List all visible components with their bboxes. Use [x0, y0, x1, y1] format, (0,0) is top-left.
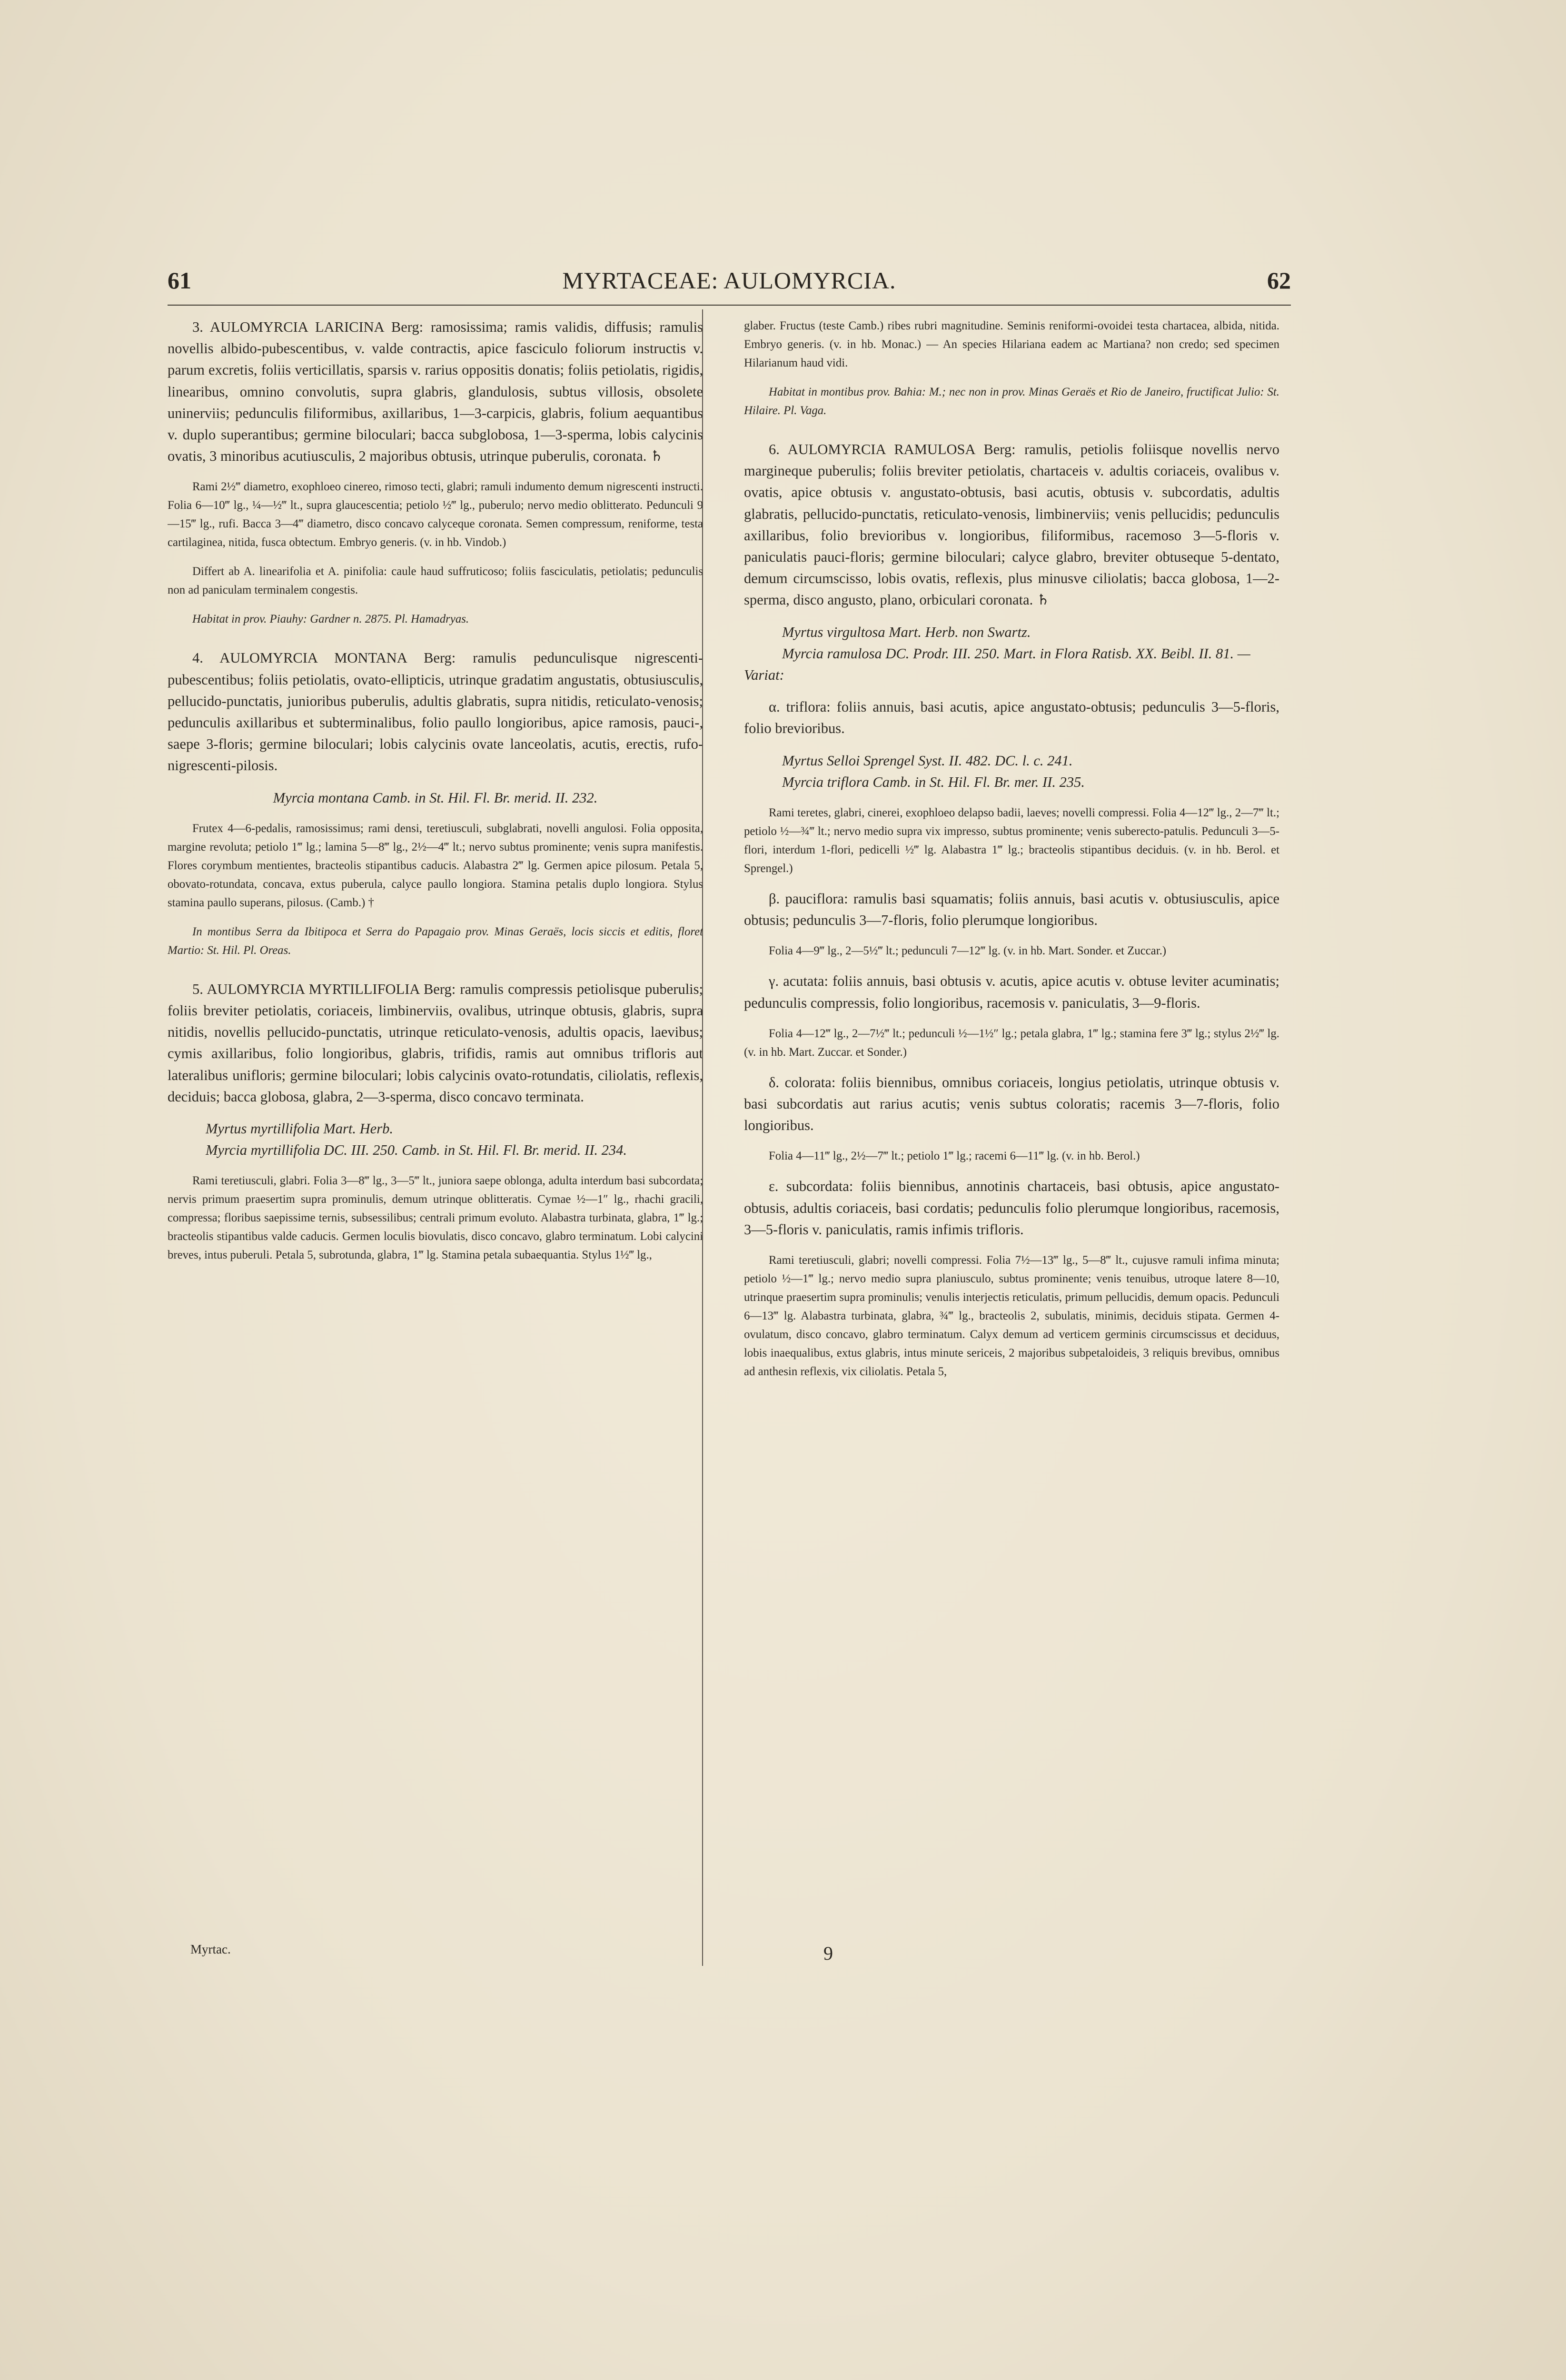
right-column-paragraph: γ. acutata: foliis annuis, basi obtusis v. acutis, apice acutis v. obtuse leviter acuminatis; pedunculis compressis, folio longioribus, racemosis v. paniculatis, 3—9-floris. [744, 973, 1279, 1011]
left-column-paragraph: Differt ab A. linearifolia et A. pinifolia: caule haud suffruticoso; foliis fasciculatis, petiolatis; pedunculis non ad paniculam terminalem congestis. [168, 565, 703, 597]
left-column-paragraph: 3. AULOMYRCIA LARICINA Berg: ramosissima; ramis validis, diffusis; ramulis novellis albido-pubescentibus, v. valde contractis, apice fasciculo foliorum instructis v. parum excretis, foliis verticillatis, sparsis v. rarius oppositis donatis; foliis petiolatis, rigidis, linearibus, omnino convolutis, supra glabris, glandulosis, subtus villosis, obsolete uninerviis; pedunculis filiformibus, axillaribus, 1—3-carpicis, glabris, folium aequantibus v. duplo superantibus; germine biloculari; bacca subglobosa, 1—3-sperma, lobis calycinis ovatis, 3 minoribus acutiusculis, 2 majoribus obtusis, utrinque puberulis, coronata. ♄ [168, 319, 703, 465]
left-column-paragraph: Rami teretiusculi, glabri. Folia 3—8‴ lg., 3—5‴ lt., juniora saepe oblonga, adulta interdum basi subcordata; nervis primum praesertim supra prominulis, demum utrinque oblitteratis. Cymae ½—1″ lg., rhachi gracili, compressa; floribus saepissime ternis, subsessilibus; centrali primum evoluto. Alabastra turbinata, glabra, 1‴ lg.; bracteolis stipantibus valde caducis. Germen loculis biovulatis, disco concavo, glabro terminatum. Lobi calycini breves, intus puberuli. Petala 5, subrotunda, glabra, 1‴ lg. Stamina petala subaequantia. Stylus 1½‴ lg., [168, 1174, 703, 1262]
right-column-paragraph: Habitat in montibus prov. Bahia: M.; nec non in prov. Minas Geraës et Rio de Janeiro, fructificat Julio: St. Hilaire. Pl. Vaga. [744, 386, 1279, 417]
synonym-line: Myrcia myrtillifolia DC. III. 250. Camb. in St. Hil. Fl. Br. merid. II. 234. [206, 1142, 627, 1159]
right-column-paragraph: Folia 4—12‴ lg., 2—7½‴ lt.; pedunculi ½—1½″ lg.; petala glabra, 1‴ lg.; stamina fere 3‴ lg.; stylus 2½‴ lg. (v. in hb. Mart. Zuccar. et Sonder.) [744, 1027, 1279, 1059]
right-column-paragraph: 6. AULOMYRCIA RAMULOSA Berg: ramulis, petiolis foliisque novellis nervo margineque puberulis; foliis breviter petiolatis, chartaceis v. adultis coriaceis, ovalibus v. ovatis, apice obtusis v. angustato-obtusis, basi acutis, obtusis v. subcordatis, adultis glabratis, pellucido-punctatis, reticulato-venosis, limbinerviis; venis pellucidis; pedunculis axillaribus, folio brevioribus v. longioribus, filiformibus, racemoso 3—5-floris v. paniculatis pauci-floris; germine biloculari; calyce glabro, breviter obtuseque 5-dentato, demum circumscisso, lobis ovatis, reflexis, plus minusve ciliolatis; bacca globosa, 1—2-sperma, disco angusto, plano, orbiculari coronata. ♄ [744, 441, 1279, 608]
right-column-paragraph: Folia 4—11‴ lg., 2½—7‴ lt.; petiolo 1‴ lg.; racemi 6—11‴ lg. (v. in hb. Berol.) [769, 1150, 1140, 1163]
right-column-paragraph: Rami teretiusculi, glabri; novelli compressi. Folia 7½—13‴ lg., 5—8‴ lt., cujusve ramuli infima minuta; petiolo ½—1‴ lg.; nervo medio supra planiusculo, subtus prominente; venis tenuibus, utroque latere 8—10, utrinque praesertim supra prominulis; venulis interjectis reticulatis, primum pellucidis, demum opacis. Pedunculi 6—13‴ lg. Alabastra turbinata, glabra, ¾‴ lg., bracteolis 2, subulatis, minimis, deciduis stipata. Germen 4-ovulatum, disco concavo, glabro terminatum. Calyx demum ad verticem germinis circumscissus et deciduus, lobis inaequalibus, extus glabris, intus minute sericeis, 2 majoribus subpetaloideis, 3 reliquis brevibus, omnibus ad anthesin reflexis, vix ciliolatis. Petala 5, [744, 1254, 1279, 1378]
synonym-block [168, 1118, 703, 1161]
signature-mark: Myrtac. [190, 1942, 231, 1956]
left-column-paragraph: Frutex 4—6-pedalis, ramosissimus; rami densi, teretiusculi, subglabrati, novelli angulosi. Folia opposita, margine revoluta; petiolo 1‴ lg.; lamina 5—8‴ lg., 2½—4‴ lt.; nervo subtus prominente; venis supra manifestis. Flores corymbum mentientes, bracteolis stipantibus caducis. Alabastra 2‴ lg. Germen apice pilosum. Petala 5, obovato-rotundata, concava, extus puberula, calyce paullo longiora. Stamina petalis duplo longiora. Stylus stamina paullo superans, pilosus. (Camb.) † [168, 822, 703, 909]
running-title: MYRTACEAE: AULOMYRCIA. [562, 267, 896, 294]
left-column-paragraph: Myrcia montana Camb. in St. Hil. Fl. Br. merid. II. 232. [273, 789, 598, 806]
right-column-paragraph: β. pauciflora: ramulis basi squamatis; foliis annuis, basi acutis v. obtusiusculis, apice obtusis; pedunculis 3—7-floris, folio plerumque longioribus. [744, 891, 1279, 929]
left-column [168, 317, 703, 2316]
right-column [744, 317, 1279, 2316]
page-number-right: 62 [1267, 267, 1291, 294]
synonym-block [744, 622, 1279, 686]
left-column-paragraph: 5. AULOMYRCIA MYRTILLIFOLIA Berg: ramulis compressis petiolisque puberulis; foliis breviter petiolatis, coriaceis, limbinerviis, ovalibus, utrinque obtusis, glabris, supra nitidis, novellis pellucido-punctatis, utrinque reticulato-venosis, adultis opacis, laevibus; cymis axillaribus, folio longioribus, glabris, trifidis, ramis aut omnibus trifloris aut lateralibus unifloris; germine biloculari; lobis calycinis ovato-rotundatis, ciliolatis, reflexis, deciduis; bacca globosa, glabra, 2—3-sperma, disco concavo terminata. [168, 981, 703, 1105]
right-column-paragraph: δ. colorata: foliis biennibus, omnibus coriaceis, longius petiolatis, utrinque obtusis v. basi subcordatis aut rarius acutis; venis subtus coloratis; racemis 3—7-floris, folio longioribus. [744, 1074, 1279, 1134]
left-column-paragraph: In montibus Serra da Ibitipoca et Serra do Papagaio prov. Minas Geraës, locis siccis et editis, floret Martio: St. Hil. Pl. Oreas. [168, 925, 703, 957]
synonym-block [744, 750, 1279, 793]
right-column-paragraph: Folia 4—9‴ lg., 2—5½‴ lt.; pedunculi 7—12‴ lg. (v. in hb. Mart. Sonder. et Zuccar.) [769, 944, 1167, 958]
column-divider [702, 309, 703, 1966]
right-column-paragraph: Rami teretes, glabri, cinerei, exophloeo delapso badii, laeves; novelli compressi. Folia 4—12‴ lg., 2—7‴ lt.; petiolo ½—¾‴ lt.; nervo medio supra vix impresso, subtus prominente; venis suberecto-patulis. Pedunculi 3—5-flori, interdum 1-flori, pedicelli ½‴ lg. Alabastra 1‴ lg.; bracteolis stipantibus deciduis. (v. in hb. Berol. et Sprengel.) [744, 806, 1279, 875]
page-number-left: 61 [168, 267, 191, 294]
page-header [168, 267, 1291, 309]
synonym-line: Myrtus myrtillifolia Mart. Herb. [206, 1121, 393, 1137]
right-column-paragraph: α. triflora: foliis annuis, basi acutis, apice angustato-obtusis; pedunculis 3—5-floris, folio brevioribus. [744, 699, 1279, 737]
left-column-paragraph: Rami 2½‴ diametro, exophloeo cinereo, rimoso tecti, glabri; ramuli indumento demum nigrescenti instructi. Folia 6—10‴ lg., ¼—½‴ lt., supra glaucescentia; petiolo ½‴ lg., puberulo; nervo medio oblitterato. Pedunculi 9—15‴ lg., rufi. Bacca 3—4‴ diametro, disco concavo calyceque coronata. Semen compressum, reniforme, testa cartilaginea, nitida, fusca obtectum. Embryo generis. (v. in hb. Vindob.) [168, 480, 703, 549]
right-column-paragraph: glaber. Fructus (teste Camb.) ribes rubri magnitudine. Seminis reniformi-ovoidei testa chartacea, albida, nitida. Embryo generis. (v. in hb. Monac.) — An species Hilariana eadem ac Martiana? non credo; sed specimen Hilarianum haud vidi. [744, 319, 1279, 369]
synonym-line: Myrtus Selloi Sprengel Syst. II. 482. DC. l. c. 241. [782, 752, 1073, 769]
right-column-paragraph: ε. subcordata: foliis biennibus, annotinis chartaceis, basi obtusis, apice angustato-obtusis, adultis coriaceis, basi cordatis; pedunculis folio plerumque longioribus, racemosis, 3—5-floris v. paniculatis, ramis infimis trifloris. [744, 1178, 1279, 1238]
synonym-line: Myrcia triflora Camb. in St. Hil. Fl. Br. mer. II. 235. [782, 774, 1085, 790]
header-rule [168, 305, 1291, 306]
left-column-paragraph: Habitat in prov. Piauhy: Gardner n. 2875. Pl. Hamadryas. [192, 613, 469, 626]
synonym-line: Myrtus virgultosa Mart. Herb. non Swartz. [782, 624, 1031, 640]
synonym-line: Myrcia ramulosa DC. Prodr. III. 250. Mart. in Flora Ratisb. XX. Beibl. II. 81. — Variat: [744, 645, 1250, 684]
signature-number: 9 [823, 1943, 833, 1964]
left-column-paragraph: 4. AULOMYRCIA MONTANA Berg: ramulis pedunculisque nigrescenti-pubescentibus; foliis petiolatis, ovato-ellipticis, utrinque gradatim angustatis, obtusiusculis, pellucido-punctatis, junioribus puberulis, adultis glabratis, supra nitidis, reticulato-venosis; pedunculis axillaribus et subterminalibus, folio paullo longioribus, apice ramosis, pauci-, saepe 3-floris; germine biloculari; lobis calycinis ovate lanceolatis, acutis, erectis, rufo-nigrescenti-pilosis. [168, 650, 703, 774]
